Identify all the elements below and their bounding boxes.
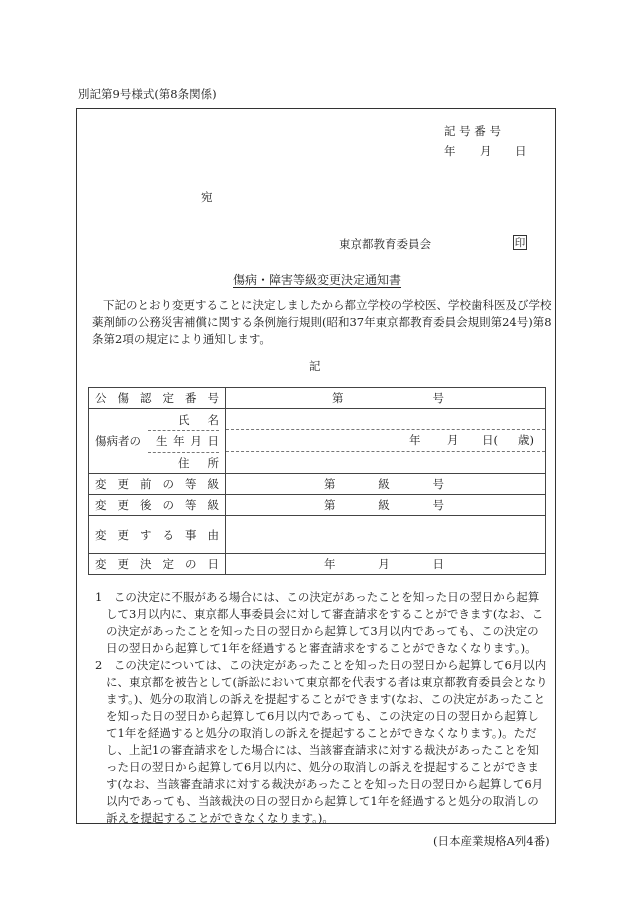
before-grade-label: 変更前の等級	[89, 474, 226, 495]
notes-section	[95, 589, 550, 827]
record-number-label: 記 号 番 号	[444, 124, 501, 138]
after-grade-label: 変更後の等級	[89, 495, 226, 516]
name-value	[226, 409, 545, 430]
issuer-name: 東京都教育委員会	[339, 237, 431, 251]
reason-label: 変更する事由	[89, 516, 226, 554]
form-label: 別記第9号様式(第8条関係)	[78, 87, 217, 101]
birth-value: 年 月 日( 歳)	[226, 430, 545, 452]
birth-label: 生年月日	[148, 431, 219, 453]
issue-date-day: 日	[515, 144, 527, 158]
paper-size-note: (日本産業規格A列4番)	[433, 834, 550, 848]
ki-heading: 記	[309, 359, 321, 373]
decision-date-value: 年 月 日	[226, 554, 546, 575]
after-grade-value: 第 級 号	[226, 495, 546, 516]
issue-date-year: 年	[444, 144, 456, 158]
note-2: 2 この決定については、この決定があったことを知った日の翌日から起算して6月以内に、東京都を被告として(訴訟において東京都を代表する者は東京都教育委員会となります。)、処分の取消しの訴えを提起することができます(なお、この決定があったことを知った日の翌日から起算して6月以内であっても、この決定の日の翌日から起算して1年を経過すると処分の取消しの訴えを提起することができなくなります。)。ただし、上記1の審査請求をした場合には、当該審査請求に対する裁決があったことを知った日の翌日から起算して6月以内に、処分の取消しの訴えを提起することができます(なお、当該審査請求に対する裁決があったことを知った日の翌日から起算して6月以内であっても、当該裁決の日の翌日から起算して1年を経過すると処分の取消しの訴えを提起することができなくなります。)。	[95, 658, 548, 825]
issue-date-month: 月	[480, 144, 492, 158]
patient-group-label: 傷病者の	[95, 434, 141, 448]
seal-mark: 印	[514, 237, 526, 249]
document-title: 傷病・障害等級変更決定通知書	[233, 273, 402, 287]
reason-value	[226, 516, 546, 554]
addressee-suffix: 宛	[201, 190, 213, 204]
record-table	[88, 387, 546, 575]
decision-date-label: 変更決定の日	[89, 554, 226, 575]
address-label: 住所	[178, 455, 219, 470]
name-label: 氏名	[148, 410, 219, 431]
cert-number-label: 公傷認定番号	[89, 388, 226, 409]
patient-info-label	[89, 409, 226, 474]
address-value	[226, 452, 545, 473]
before-grade-value: 第 級 号	[226, 474, 546, 495]
note-1: 1 この決定に不服がある場合には、この決定があったことを知った日の翌日から起算して3月以内に、東京都人事委員会に対して審査請求をすることができます(なお、この決定があったことを知った日の翌日から起算して3月以内であっても、この決定の日の翌日から起算して1年を経過すると審査請求をすることができなくなります。)。	[95, 590, 544, 655]
patient-info-value	[226, 409, 546, 474]
body-paragraph: 下記のとおり変更することに決定しましたから都立学校の学校医、学校歯科医及び学校薬剤師の公務災害補償に関する条例施行規則(昭和37年東京都教育委員会規則第24号)第8条第2項の規定により通知します。	[92, 298, 552, 346]
cert-number-value: 第 号	[226, 388, 546, 409]
